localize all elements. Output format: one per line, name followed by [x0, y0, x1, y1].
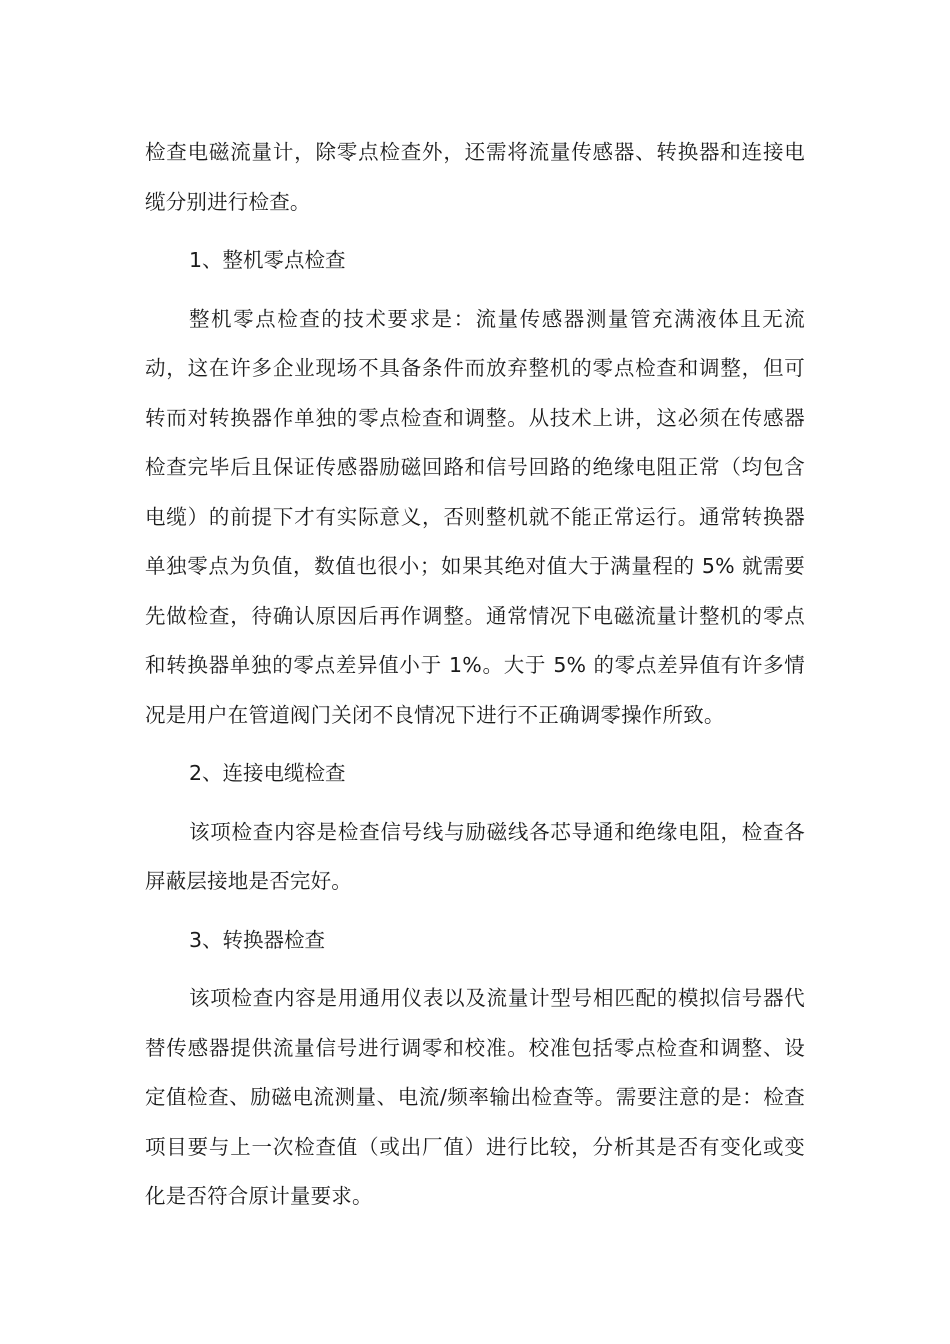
section-heading-cable-check: 2、连接电缆检查 [189, 761, 346, 785]
paragraph-converter-check: 该项检查内容是用通用仪表以及流量计型号相匹配的模拟信号器代替传感器提供流量信号进行调零和校准。校准包括零点检查和调整、设定值检查、励磁电流测量、电流/频率输出检查等。需要注意的是：检查项目要与上一次检查值（或出厂值）进行比较，分析其是否有变化或变化是否符合原计量要求。 [145, 986, 805, 1208]
paragraph-zero-check: 整机零点检查的技术要求是：流量传感器测量管充满液体且无流动，这在许多企业现场不具备条件而放弃整机的零点检查和调整，但可转而对转换器作单独的零点检查和调整。从技术上讲，这必须在传感器检查完毕后且保证传感器励磁回路和信号回路的绝缘电阻正常（均包含电缆）的前提下才有实际意义，否则整机就不能正常运行。通常转换器单独零点为负值，数值也很小；如果其绝对值大于满量程的 5% 就需要先做检查，待确认原因后再作调整。通常情况下电磁流量计整机的零点和转换器单独的零点差异值小于 1%。大于 5% 的零点差异值有许多情况是用户在管道阀门关闭不良情况下进行不正确调零操作所致。 [145, 306, 805, 727]
paragraph-cable-check: 该项检查内容是检查信号线与励磁线各芯导通和绝缘电阻，检查各屏蔽层接地是否完好。 [145, 819, 805, 893]
document-body [145, 128, 805, 1222]
section-heading-zero-check: 1、整机零点检查 [189, 248, 346, 272]
intro-paragraph: 检查电磁流量计，除零点检查外，还需将流量传感器、转换器和连接电缆分别进行检查。 [145, 140, 805, 214]
section-heading-converter-check: 3、转换器检查 [189, 927, 326, 952]
